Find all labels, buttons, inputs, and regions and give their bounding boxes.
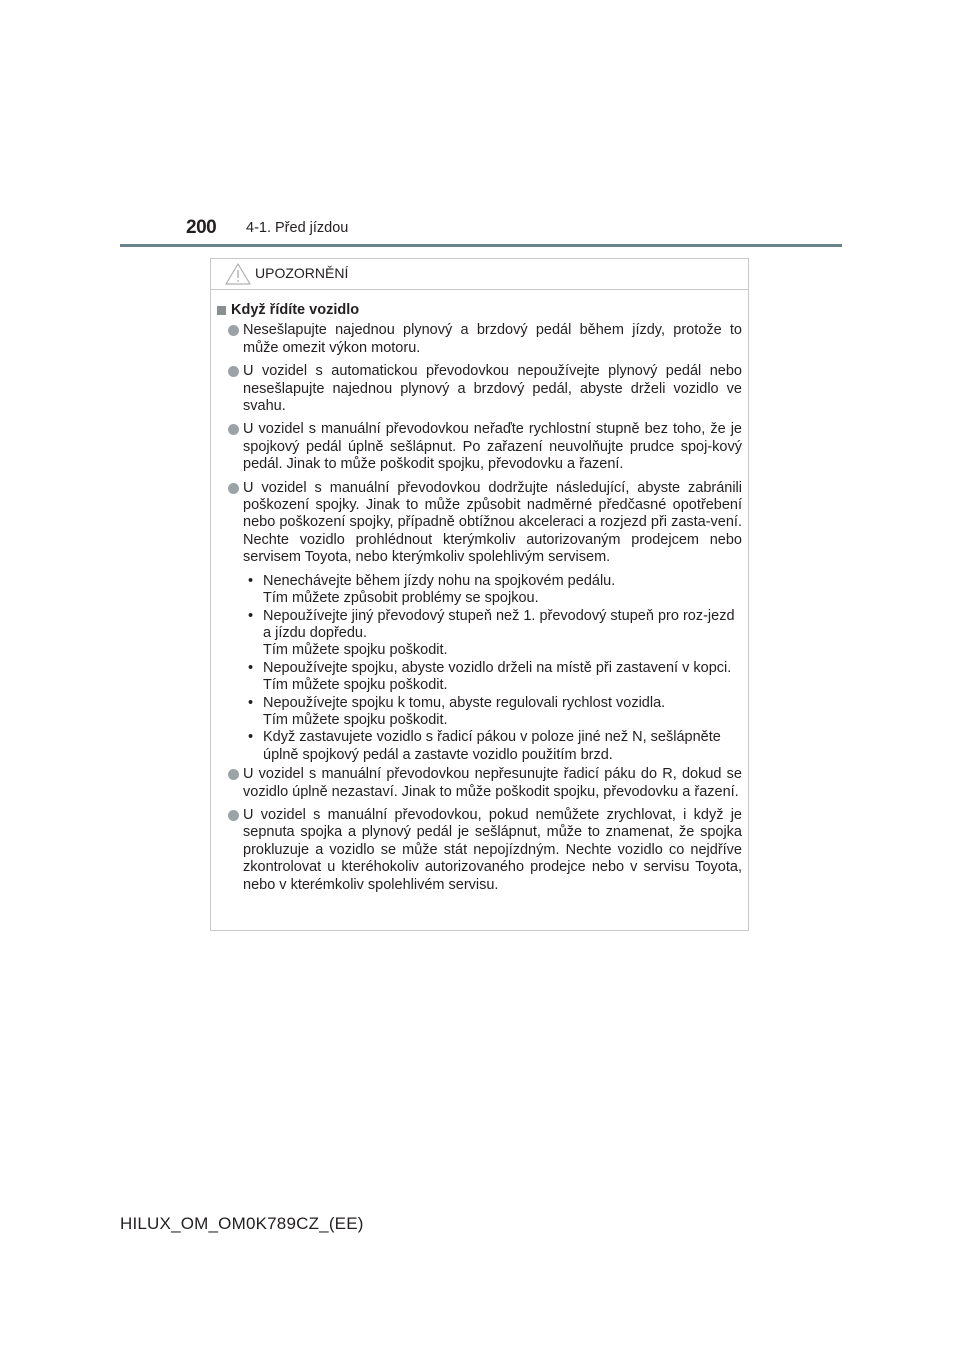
- header-divider: [120, 244, 842, 247]
- subheading-text: Když řídíte vozidlo: [231, 302, 360, 318]
- round-bullet-icon: [228, 769, 239, 780]
- subitem-note: Tím můžete způsobit problémy se spojkou.: [263, 590, 539, 607]
- clutch-subitems-list: [217, 573, 742, 764]
- subitem-note: Tím můžete spojku poškodit.: [263, 642, 448, 659]
- section-title: 4-1. Před jízdou: [246, 220, 349, 236]
- round-bullet-icon: [228, 483, 239, 494]
- bullet-glyph: •: [248, 607, 254, 624]
- list-item: [217, 608, 742, 660]
- round-bullet-icon: [228, 366, 239, 377]
- document-code: HILUX_OM_OM0K789CZ_(EE): [120, 1214, 364, 1233]
- subitem-text: Nenechávejte během jízdy nohu na spojkovém pedálu.: [263, 572, 616, 589]
- subitem-text: Když zastavujete vozidlo s řadicí pákou v poloze jiné než N, sešlápněte úplně spojkový pedál a zastavte vozidlo použitím brzd.: [263, 729, 721, 763]
- warning-item-text: U vozidel s manuální převodovkou dodržujte následující, abyste zabránili poškození spojky. Jinak to může způsobit nadměrné předčasné opotřebení nebo poškození spojky, případně obtížnou akceleraci a rozjezd při zasta-vení. Nechte vozidlo prohlédnout kterýmkoliv autorizovaným prodejcem nebo servisem Toyota, nebo kterýmkoliv spolehlivým servisem.: [243, 479, 742, 566]
- warning-item-text: U vozidel s manuální převodovkou, pokud nemůžete zrychlovat, i když je sepnuta spojka a plynový pedál je sešlápnut, může to znamenat, že spojka prokluzuje a vozidlo se může stát nepojízdným. Nechte vozidlo co nejdříve zkontrolovat u kteréhokoliv autorizovaného prodejce nebo v servisu Toyota, nebo v kterémkoliv spolehlivém servisu.: [243, 806, 742, 893]
- warning-subheading: [217, 302, 742, 319]
- bullet-glyph: •: [248, 729, 254, 746]
- round-bullet-icon: [228, 325, 239, 336]
- warning-item: [217, 766, 742, 801]
- warning-body: [211, 290, 748, 894]
- warning-item: [217, 807, 742, 894]
- subitem-text: Nepoužívejte spojku k tomu, abyste regulovali rychlost vozidla.: [263, 694, 666, 711]
- warning-item: [217, 322, 742, 357]
- subitem-text: Nepoužívejte spojku, abyste vozidlo drželi na místě při zastavení v kopci.: [263, 659, 732, 676]
- list-item: [217, 729, 742, 764]
- warning-item-text: U vozidel s manuální převodovkou neřaďte rychlostní stupně bez toho, že je spojkový pedál úplně sešlápnut. Po zařazení neuvolňujte prudce spoj-kový pedál. Jinak to může poškodit spojku, převodovku a řazení.: [243, 421, 742, 473]
- bullet-glyph: •: [248, 659, 254, 676]
- warning-item-text: U vozidel s automatickou převodovkou nepoužívejte plynový pedál nebo nesešlapujte najednou plynový a brzdový pedál, abyste drželi vozidlo ve svahu.: [243, 363, 742, 415]
- warning-box: [210, 258, 749, 931]
- warning-header: [211, 259, 748, 290]
- warning-item-text: U vozidel s manuální převodovkou nepřesunujte řadicí páku do R, dokud se vozidlo úplně nezastaví. Jinak to může poškodit spojku, převodovku a řazení.: [243, 766, 742, 800]
- round-bullet-icon: [228, 810, 239, 821]
- list-item: [217, 660, 742, 695]
- warning-item: [217, 480, 742, 567]
- warning-triangle-icon: [225, 263, 251, 285]
- list-item: [217, 573, 742, 608]
- page-number: 200: [186, 217, 217, 238]
- subitem-note: Tím můžete spojku poškodit.: [263, 677, 448, 694]
- subitem-note: Tím můžete spojku poškodit.: [263, 711, 448, 728]
- warning-item: [217, 363, 742, 415]
- warning-title: UPOZORNĚNÍ: [255, 265, 349, 281]
- bullet-glyph: •: [248, 572, 254, 589]
- subitem-text: Nepoužívejte jiný převodový stupeň než 1. převodový stupeň pro roz-jezd a jízdu dopředu.: [263, 607, 735, 641]
- warning-item: [217, 421, 742, 473]
- round-bullet-icon: [228, 424, 239, 435]
- square-bullet-icon: [217, 306, 226, 315]
- bullet-glyph: •: [248, 694, 254, 711]
- warning-item-text: Nesešlapujte najednou plynový a brzdový pedál během jízdy, protože to může omezit výkon motoru.: [243, 322, 742, 356]
- list-item: [217, 695, 742, 730]
